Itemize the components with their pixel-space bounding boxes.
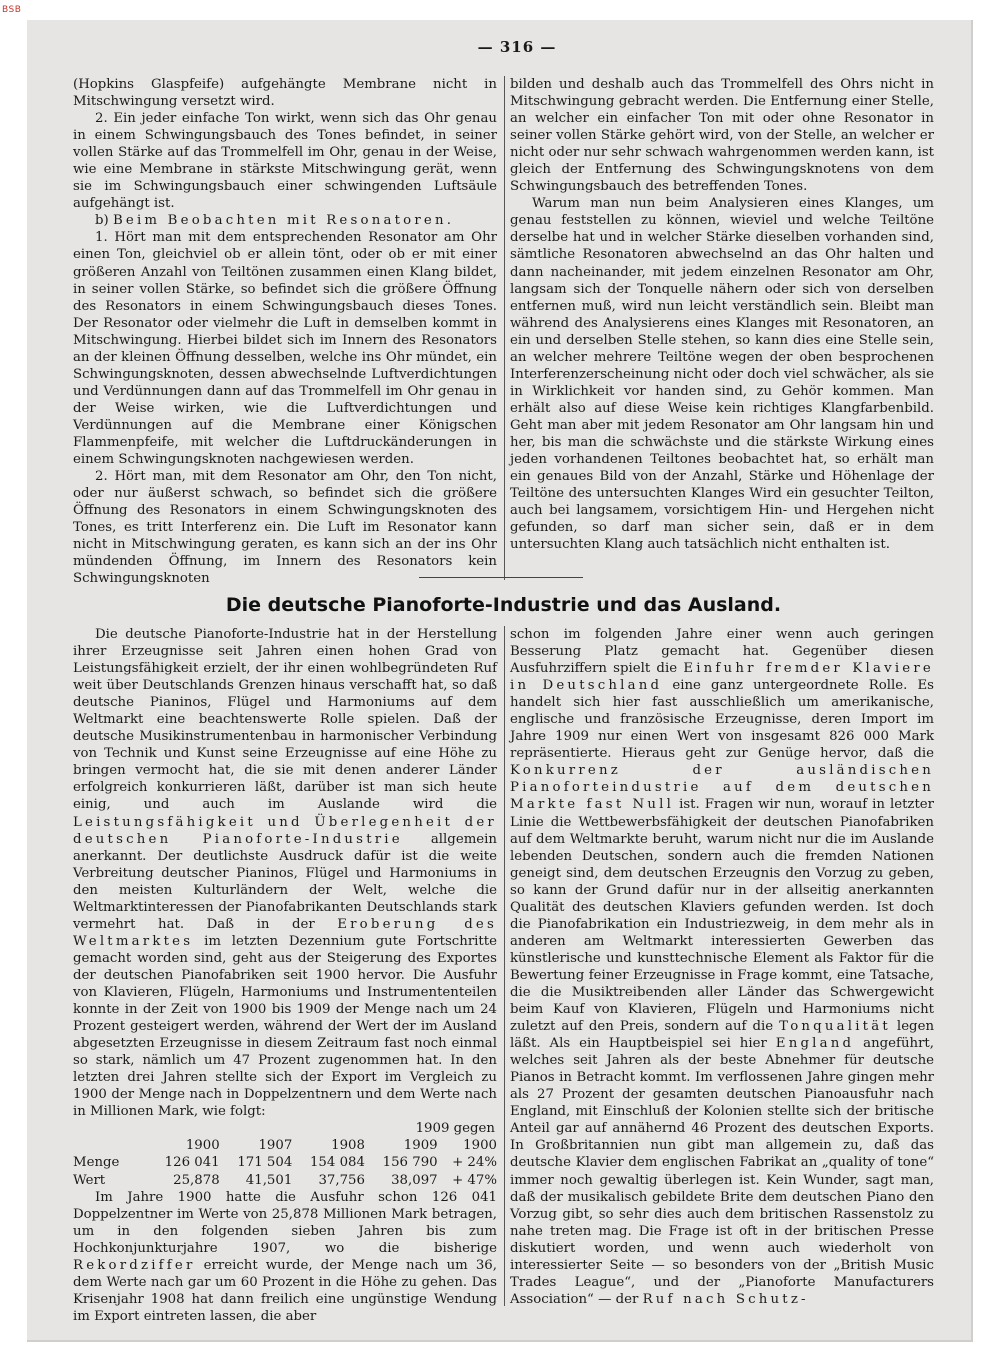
table-cell: 171 504 xyxy=(237,1155,293,1171)
spaced-emphasis: England xyxy=(775,1036,855,1052)
table-cell: 126 041 xyxy=(164,1155,220,1171)
upper-column-right xyxy=(510,76,934,553)
spaced-emphasis: Konkurrenz der ausländischen Pianoforteindustrie auf dem deutschen Markte fast Null xyxy=(510,763,934,813)
table-header-cell: 1908 xyxy=(331,1138,365,1154)
spaced-emphasis: Eroberung des Weltmarktes xyxy=(73,916,497,949)
table-header-cell: 1900 xyxy=(185,1138,220,1154)
spaced-emphasis: Leistungsfähigkeit und Überlegenheit der deutschen Pianoforte-Industrie xyxy=(73,814,497,847)
paragraph xyxy=(73,626,497,1120)
section-heading-prefix: b) xyxy=(95,213,113,229)
export-table xyxy=(73,1137,497,1188)
table-row xyxy=(73,1154,497,1171)
paragraph: 2. Ein jeder einfache Ton wirkt, wenn sich das Ohr genau in einem Schwingungsbauch des Tones befindet, in seiner vollen Stärke auf das Trommelfell im Ohr, genau in der Weise, wie eine Membrane in stärkste Mitschwingung gerät, wenn sie im Schwingungsbauch einer schwingenden Luftsäule aufgehängt ist. xyxy=(73,111,497,212)
scanned-page xyxy=(27,20,973,1342)
text-run: ist. Fragen wir nun, worauf in letzter Linie die Wettbewerbsfähigkeit der deutschen Pianofabriken auf dem Weltmarkte beruht, warum nicht nur die im Auslande lebenden Deutschen, sondern auch die fremden Nationen geneigt sind, dem deutschen Erzeugnis den Vorzug zu geben, so kann der Grund dafür nur in der allseitig anerkannten Qualität des deutschen Klaviers gefunden werden. Ist doch die Pianofabrikation ein Industriezweig, in dem mehr als in anderen am Weltmarkt interessierten Gewerben das künstlerische und kunsttechnische Element als Faktor für die Bewertung feiner Erzeugnisse in Frage kommt, eine Tatsache, die die Musiktreibenden aller Länder das Schwergewicht beim Kauf von Klavieren, Flügeln und Harmoniums nicht zuletzt auf den Preis, sondern auf die xyxy=(510,797,935,1035)
text-run: erreicht wurde, der Menge nach um 36, dem Werte nach gar um 60 Prozent in die Höhe zu gehen. Das Krisenjahr 1908 hat dann freilich eine ungünstige Wendung im Export eintreten lassen, die aber xyxy=(73,1257,497,1324)
table-header-cell: 1907 xyxy=(258,1138,293,1154)
column-divider xyxy=(504,626,505,1306)
paragraph: 2. Hört man, mit dem Resonator am Ohr, den Ton nicht, oder nur äußerst schwach, so befindet sich die größere Öffnung des Resonators in einem Schwingungsknoten des Tones, es tritt Interferenz ein. Die Luft im Resonator kann nicht in Mitschwingung geraten, es kann sich an der ins Ohr mündenden Öffnung, im Innern des Resonators kein Schwingungsknoten xyxy=(73,469,497,587)
page-number: — 316 — xyxy=(477,38,557,56)
table-header-cell: 1909 xyxy=(403,1138,438,1154)
text-run: angeführt, welches seit Jahren als der beste Abnehmer für deutsche Pianos in Betracht kommt. Im verflossenen Jahre gingen mehr als 27 Prozent der gesamten deutschen Pianoausfuhr nach England, mit Einschluß der Kolonien stellte sich der britische Anteil gar auf annähernd 46 Prozent des deutschen Exports. In Großbritannien nun gibt man allgemein zu, daß das deutsche Klavier dem englischen Fabrikat an „quality of tone“ immer noch gewaltig überlegen ist. Kein Wunder, sagt man, daß der musikalisch gebildete Brite dem deutschen Piano den Vorzug gibt, so sehr dies auch dem britischen Rassenstolz zu nahe treten mag. Die Frage ist oft in der britischen Presse diskutiert worden, und wenn auch wiederholt von interessierter Seite — so besonders von der „British Music Trades League“, und der „Pianoforte Manufacturers Association“ — der xyxy=(510,1036,934,1307)
table-header-cell: 1900 xyxy=(463,1138,497,1154)
spaced-emphasis: Einfuhr fremder Klaviere in Deutschland xyxy=(510,661,934,694)
upper-column-left xyxy=(73,76,497,587)
spaced-emphasis: Tonqualität xyxy=(779,1019,891,1035)
watermark: BSB xyxy=(2,5,22,15)
table-header-note: 1909 gegen xyxy=(415,1121,495,1137)
lower-column-right xyxy=(510,626,934,1308)
paragraph xyxy=(510,626,934,1308)
text-run: Die deutsche Pianoforte-Industrie hat in der Herstellung ihrer Erzeugnisse seit Jahren einen hohen Grad von Leistungsfähigkeit erzielt, der ihr einen wohlbegründeten Ruf weit über Deutschlands Grenzen hinaus verschafft hat, so daß deutsche Pianinos, Flügel und Harmoniums auf dem Weltmarkt eine beachtenswerte Rolle spielen. Daß der deutsche Musikinstrumentenbau in harmonischer Verbindung von Technik und Kunst seine Erzeugnisse auf eine Höhe zu bringen vermocht hat, die sie mit denen anderer Länder erfolgreich konkurrieren läßt, darüber ist man sich heute einig, und auch im Auslande wird die xyxy=(73,627,497,813)
table-corner xyxy=(73,1137,147,1154)
text-run: eine ganz untergeordnete Rolle. Es handelt sich hier fast ausschließlich um amerikanische, englische und französische Erzeugnisse, deren Import im Jahre 1909 nur einen Wert von insgesamt 826 000 Mark repräsentierte. Hieraus geht zur Genüge hervor, daß die xyxy=(510,678,934,762)
spaced-emphasis: Ruf nach Schutz- xyxy=(642,1291,809,1307)
table-header-row xyxy=(73,1137,497,1154)
text-run: allgemein anerkannt. Der deutlichste Ausdruck dafür ist die weite Verbreitung deutscher Pianinos, Flügel und Harmoniums in den meisten Kulturländern der Welt, welche die Weltmarktinteressen der Pianofabrikanten Deutschlands stark vermehrt hat. Daß in der xyxy=(73,831,497,932)
article-headline: Die deutsche Pianoforte-Industrie und das Ausland. xyxy=(225,594,782,616)
text-run: legen läßt. Als ein Hauptbeispiel sei hier xyxy=(510,1019,935,1052)
table-cell: + 47% xyxy=(452,1172,497,1188)
table-cell: 156 790 xyxy=(382,1155,438,1171)
table-cell: 41,501 xyxy=(245,1172,293,1188)
paragraph: bilden und deshalb auch das Trommelfell des Ohrs nicht in Mitschwingung gebracht werden. Die Entfernung einer Stelle, an welcher ein einfacher Ton mit oder ohne Resonator in seiner vollen Stärke gehört wird, von der Stelle, an welcher er nicht oder nur sehr schwach wahrgenommen werden kann, ist gleich der Entfernung des Schwingungsknotens von dem Schwingungsbauch des betreffenden Tones. xyxy=(510,77,934,195)
paragraph: 1. Hört man mit dem entsprechenden Resonator am Ohr einen Ton, gleichviel ob er allein tönt, oder ob er mit einer größeren Anzahl von Teiltönen zusammen einen Klang bildet, in seiner vollen Stärke, so befindet sich die größere Öffnung des Resonators in einem Schwingungsbauch dieses Tones. Der Resonator oder vielmehr die Luft in demselben kommt in Mitschwingung. Hierbei bildet sich im Innern des Resonators an der kleinen Öffnung desselben, welche ins Ohr mündet, ein Schwingungsknoten, dessen abwechselnde Luftverdichtungen und Verdünnungen dann auf das Trommelfell im Ohr genau in der Weise wirken, wie die Luftverdichtungen und Verdünnungen auf die Membrane einer Königschen Flammenpfeife, mit welcher die Luftdruckänderungen in einem Schwingungsknoten nachgewiesen werden. xyxy=(73,230,497,468)
section-divider xyxy=(419,577,583,578)
table-cell: 154 084 xyxy=(309,1155,365,1171)
spaced-emphasis: Rekordziffer xyxy=(73,1257,196,1273)
row-label: Wert xyxy=(73,1172,106,1188)
text-run: schon im folgenden Jahre einer wenn auch geringen Besserung Platz gemacht hat. Gegenüber diesen Ausfuhrziffern spielt die xyxy=(510,627,934,677)
text-run: Im Jahre 1900 hatte die Ausfuhr schon 126 041 Doppelzentner im Werte von 25,878 Millionen Mark betragen, um in den folgenden sieben Jahren bis zum Hochkonjunkturjahre 1907, wo die bisherige xyxy=(73,1189,497,1256)
table-cell: 37,756 xyxy=(318,1172,365,1188)
table-cell: 38,097 xyxy=(391,1172,438,1188)
text-run: im letzten Dezennium gute Fortschritte gemacht worden sind, geht aus der Steigerung des Exportes der deutschen Pianofabriken seit 1900 hervor. Die Ausfuhr von Klavieren, Flügeln, Harmoniums und Instrumententeilen konnte in der Zeit von 1900 bis 1909 der Menge nach um 24 Prozent gesteigert werden, während der Wert der im Ausland abgesetzten Erzeugnisse in diesem Zeitraum fast noch einmal so stark, nämlich um 47 Prozent zugenommen hat. In den letzten drei Jahren stellte sich der Export im Vergleich zu 1900 der Menge nach in Doppelzentnern und dem Werte nach in Millionen Mark, wie folgt: xyxy=(73,933,497,1120)
lower-column-left xyxy=(73,626,497,1325)
column-divider xyxy=(504,76,505,580)
paragraph: Warum man nun beim Analysieren eines Klanges, um genau feststellen zu können, wieviel und welche Teiltöne derselbe hat und in welcher Stärke dieselben vorhanden sind, sämtliche Resonatoren abwechselnd an das Ohr halten und dann nacheinander, mit jedem einzelnen Resonator am Ohr, langsam sich der Tonquelle nähern oder sich von derselben entfernen muß, wird nun leicht verständlich sein. Bleibt man während des Analysierens eines Klanges mit Resonatoren, an ein und derselben Stelle stehen, so kann dies eine Stelle sein, an welcher mehrere Teiltöne wegen der oben besprochenen Interferenzerscheinung nicht oder doch viel schwächer, als sie in Wirklichkeit vor handen sind, zu Gehör kommen. Man erhält also auf diese Weise kein richtiges Klangfarbenbild. Geht man aber mit jedem Resonator am Ohr langsam hin und her, bis man die schwächste und die stärkste Wirkung eines jeden vorhandenen Teiltones beobachtet hat, so erhält man ein genaues Bild von der Anzahl, Stärke und Höhenlage der Teiltöne des untersuchten Klanges Wird ein gesuchter Teilton, auch bei langsamem, vorsichtigem Hin- und Hergehen nicht gefunden, so darf man sicher sein, daß er in dem untersuchten Klang auch tatsächlich nicht enthalten ist. xyxy=(510,196,934,553)
section-heading xyxy=(73,212,497,229)
paragraph xyxy=(73,1189,497,1325)
paragraph: (Hopkins Glaspfeife) aufgehängte Membrane nicht in Mitschwingung versetzt wird. xyxy=(73,77,497,110)
table-row xyxy=(73,1172,497,1189)
row-label: Menge xyxy=(73,1155,120,1171)
table-cell: + 24% xyxy=(452,1155,497,1171)
section-heading-text: Beim Beobachten mit Resonatoren. xyxy=(112,213,455,229)
table-cell: 25,878 xyxy=(173,1172,220,1188)
